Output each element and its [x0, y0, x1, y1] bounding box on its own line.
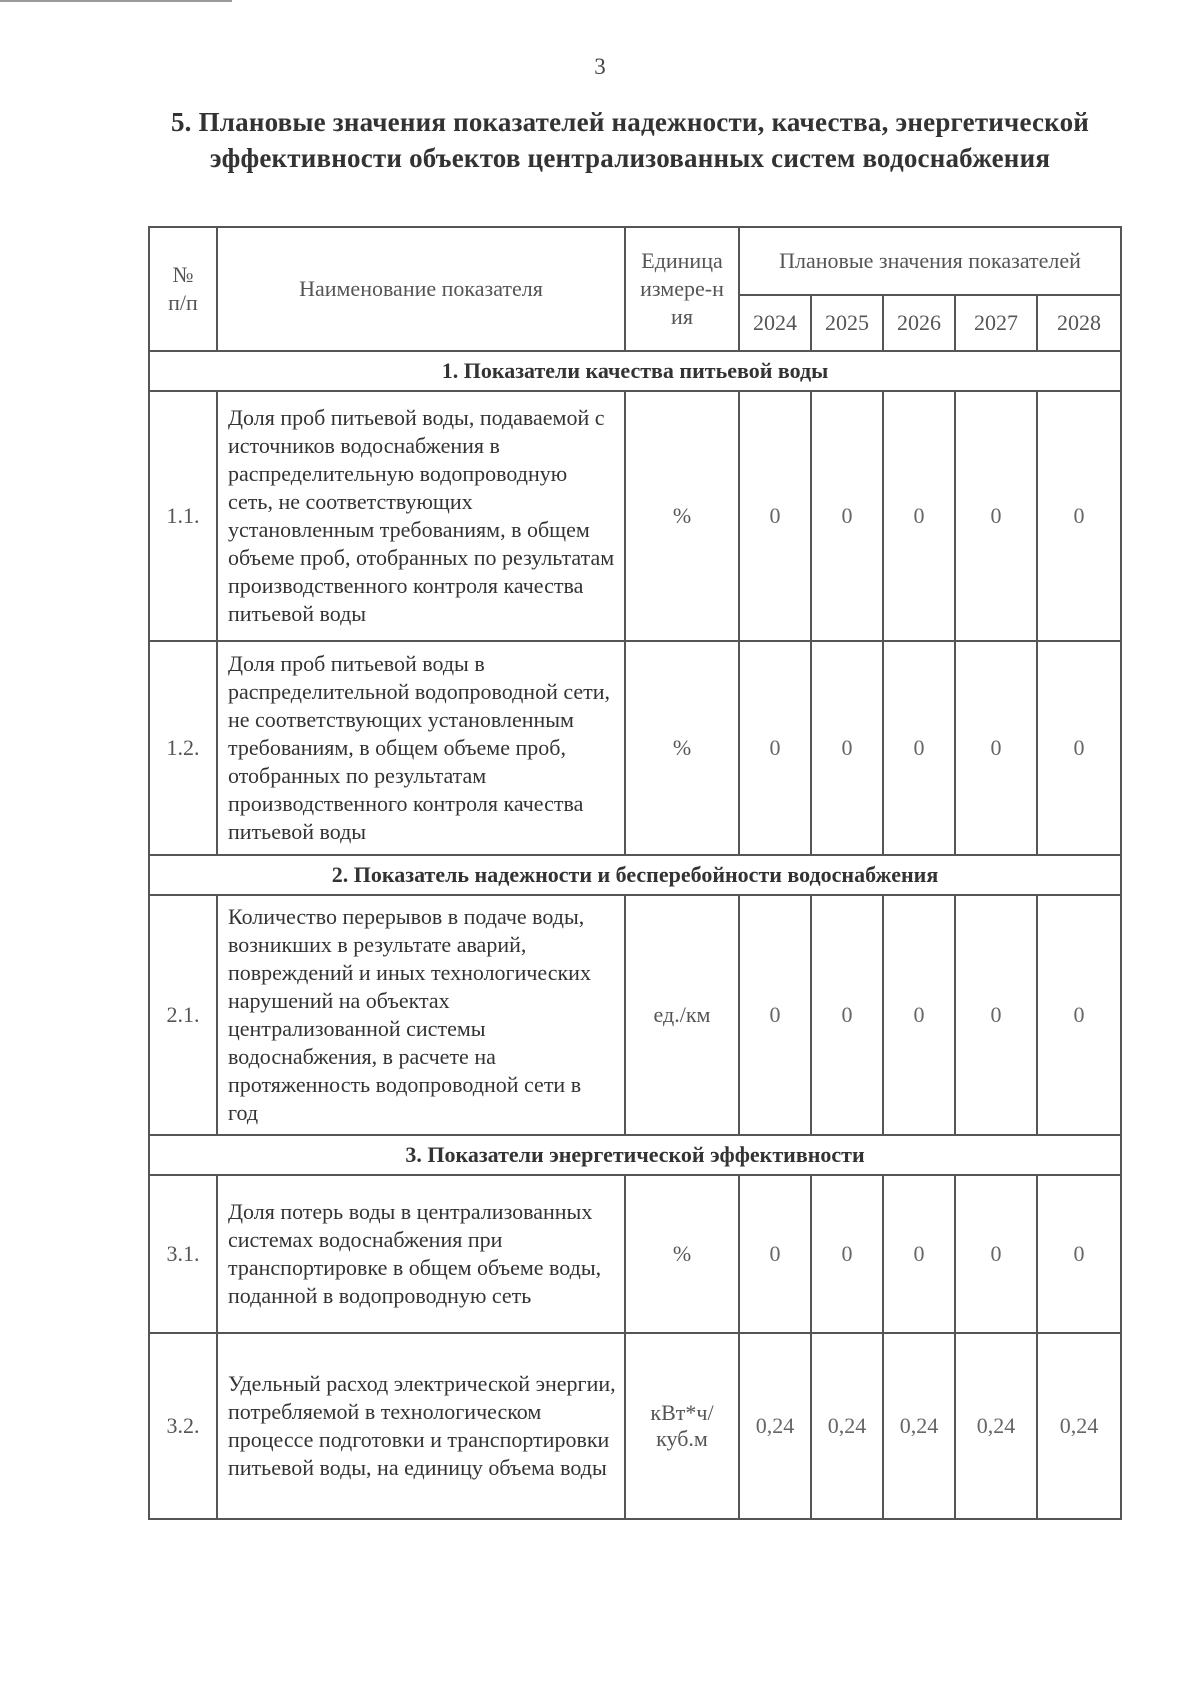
row-number: 3.2. — [149, 1333, 217, 1519]
section-row — [149, 1135, 1121, 1175]
section-title: 2. Показатель надежности и бесперебойности водоснабжения — [149, 855, 1121, 895]
value-cell: 0 — [883, 641, 955, 855]
value-cell: 0 — [811, 391, 883, 641]
value-cell: 0 — [955, 1175, 1037, 1333]
unit-cell: ед./км — [625, 895, 739, 1135]
indicator-name: Доля проб питьевой воды, подаваемой с источников водоснабжения в распределительную водопроводную сеть, не соответствующих установленным требованиям, в общем объеме проб, отобранных по результатам производственного контроля качества питьевой воды — [217, 391, 625, 641]
section-row — [149, 855, 1121, 895]
unit-cell: % — [625, 1175, 739, 1333]
value-cell: 0 — [739, 895, 811, 1135]
document-title — [130, 104, 1130, 176]
indicators-table — [148, 226, 1122, 1520]
value-cell: 0 — [811, 641, 883, 855]
table-row — [149, 391, 1121, 641]
header-year: 2025 — [811, 295, 883, 351]
value-cell: 0 — [883, 391, 955, 641]
row-number: 3.1. — [149, 1175, 217, 1333]
row-number: 1.1. — [149, 391, 217, 641]
value-cell: 0 — [739, 641, 811, 855]
value-cell: 0,24 — [1037, 1333, 1121, 1519]
unit-cell: кВт*ч/ куб.м — [625, 1333, 739, 1519]
value-cell: 0 — [811, 895, 883, 1135]
table-row — [149, 1333, 1121, 1519]
value-cell: 0 — [1037, 391, 1121, 641]
row-number: 2.1. — [149, 895, 217, 1135]
value-cell: 0 — [955, 641, 1037, 855]
table-row — [149, 895, 1121, 1135]
header-num: № п/п — [149, 227, 217, 351]
value-cell: 0,24 — [739, 1333, 811, 1519]
header-name: Наименование показателя — [217, 227, 625, 351]
header-year: 2026 — [883, 295, 955, 351]
header-year: 2028 — [1037, 295, 1121, 351]
corner-scan-line — [0, 0, 232, 2]
unit-cell: % — [625, 391, 739, 641]
title-line-1: 5. Плановые значения показателей надежности, качества, энергетической — [170, 107, 1090, 137]
indicator-name: Доля проб питьевой воды в распределительной водопроводной сети, не соответствующих установленным требованиям, в общем объеме проб, отобранных по результатам производственного контроля качества питьевой воды — [217, 641, 625, 855]
value-cell: 0 — [955, 895, 1037, 1135]
value-cell: 0,24 — [811, 1333, 883, 1519]
value-cell: 0 — [811, 1175, 883, 1333]
value-cell: 0 — [883, 895, 955, 1135]
value-cell: 0,24 — [883, 1333, 955, 1519]
value-cell: 0 — [739, 1175, 811, 1333]
header-year: 2027 — [955, 295, 1037, 351]
section-row — [149, 351, 1121, 391]
indicator-name: Количество перерывов в подаче воды, возникших в результате аварий, повреждений и иных технологических нарушений на объектах централизованной системы водоснабжения, в расчете на протяженность водопроводной сети в год — [217, 895, 625, 1135]
header-planned-values: Плановые значения показателей — [739, 227, 1121, 295]
section-title: 1. Показатели качества питьевой воды — [149, 351, 1121, 391]
row-number: 1.2. — [149, 641, 217, 855]
indicator-name: Доля потерь воды в централизованных системах водоснабжения при транспортировке в общем объеме воды, поданной в водопроводную сеть — [217, 1175, 625, 1333]
value-cell: 0 — [883, 1175, 955, 1333]
value-cell: 0 — [739, 391, 811, 641]
value-cell: 0 — [1037, 641, 1121, 855]
unit-cell: % — [625, 641, 739, 855]
indicator-name: Удельный расход электрической энергии, потребляемой в технологическом процессе подготовки и транспортировки питьевой воды, на единицу объема воды — [217, 1333, 625, 1519]
value-cell: 0 — [1037, 1175, 1121, 1333]
title-line-2: эффективности объектов централизованных систем водоснабжения — [209, 143, 1051, 173]
header-row — [149, 227, 1121, 295]
table-row — [149, 641, 1121, 855]
value-cell: 0 — [955, 391, 1037, 641]
table-row — [149, 1175, 1121, 1333]
page-number: 3 — [594, 54, 606, 79]
section-title: 3. Показатели энергетической эффективности — [149, 1135, 1121, 1175]
header-unit: Единица измере-ния — [625, 227, 739, 351]
value-cell: 0 — [1037, 895, 1121, 1135]
header-year: 2024 — [739, 295, 811, 351]
value-cell: 0,24 — [955, 1333, 1037, 1519]
